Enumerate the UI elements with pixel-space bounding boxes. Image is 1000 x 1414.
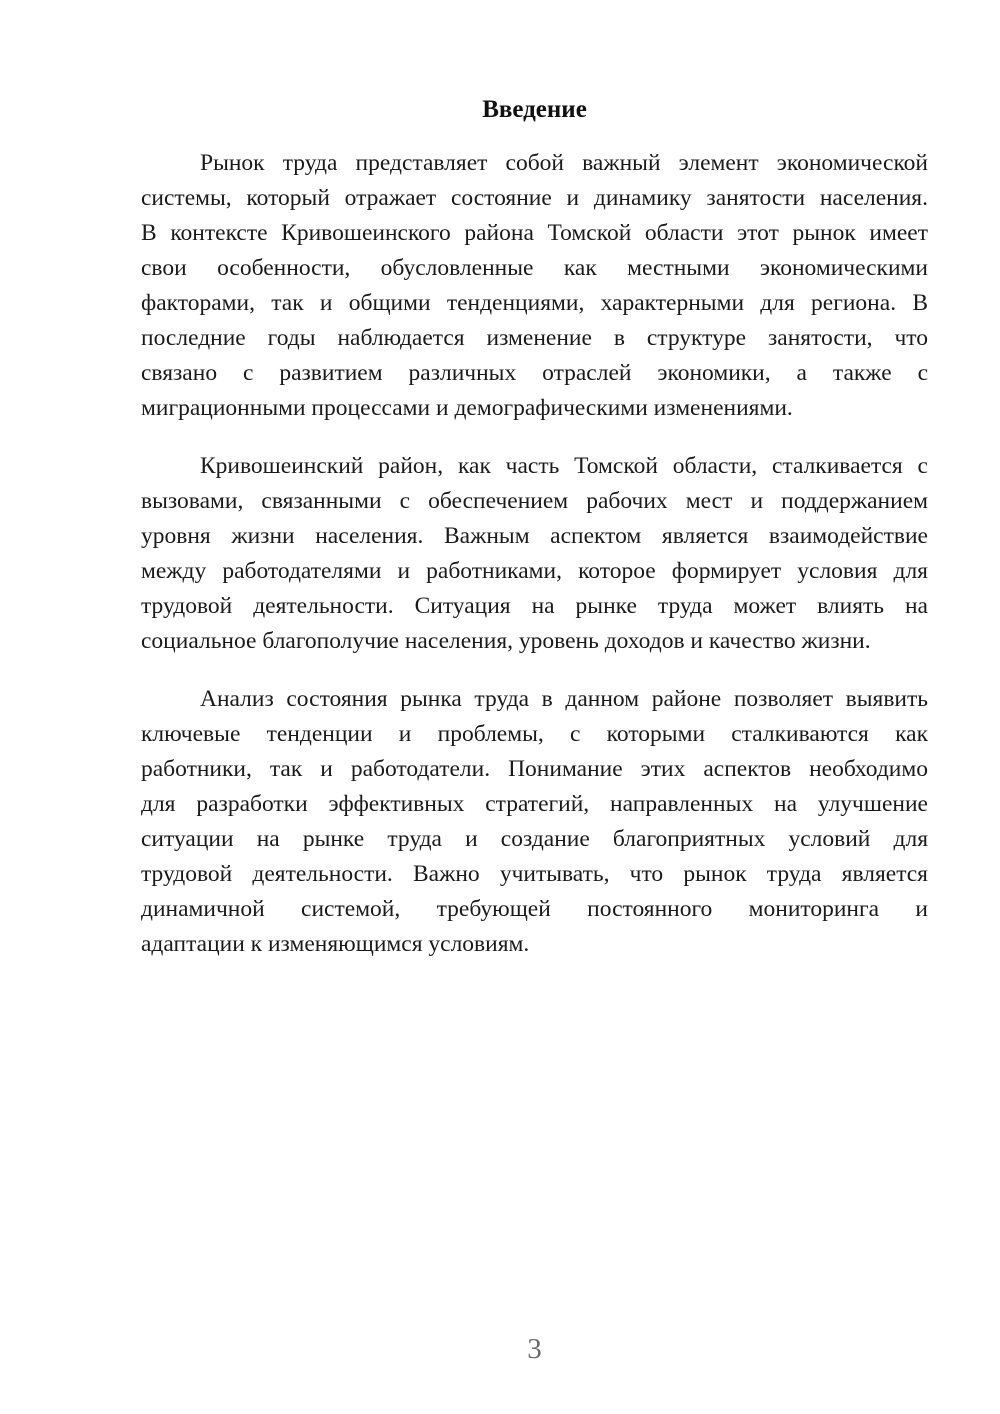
- text-line: между работодателями и работниками, которое формирует условия для: [141, 558, 928, 584]
- text-line: системы, который отражает состояние и динамику занятости населения.: [141, 185, 928, 211]
- page-number: 3: [527, 1333, 542, 1365]
- text-line: Кривошеинский район, как часть Томской области, сталкивается с: [200, 453, 928, 479]
- text-line: работники, так и работодатели. Понимание этих аспектов необходимо: [141, 756, 928, 782]
- text-line: социальное благополучие населения, уровень доходов и качество жизни.: [141, 628, 871, 654]
- text-line: миграционными процессами и демографическими изменениями.: [141, 395, 793, 421]
- paragraph-1: [141, 146, 928, 426]
- text-line: трудовой деятельности. Важно учитывать, что рынок труда является: [141, 861, 928, 887]
- text-line: Рынок труда представляет собой важный элемент экономической: [200, 150, 928, 176]
- text-line: факторами, так и общими тенденциями, характерными для региона. В: [141, 290, 928, 316]
- text-line: свои особенности, обусловленные как местными экономическими: [141, 255, 928, 281]
- text-line: ключевые тенденции и проблемы, с которыми сталкиваются как: [141, 721, 928, 747]
- text-line: Анализ состояния рынка труда в данном районе позволяет выявить: [200, 686, 928, 712]
- text-line: трудовой деятельности. Ситуация на рынке труда может влиять на: [141, 593, 928, 619]
- text-line: уровня жизни населения. Важным аспектом является взаимодействие: [141, 523, 928, 549]
- text-line: для разработки эффективных стратегий, направленных на улучшение: [141, 791, 928, 817]
- section-title: Введение: [482, 96, 587, 123]
- text-line: связано с развитием различных отраслей экономики, а также с: [141, 360, 928, 386]
- paragraph-2: [141, 449, 928, 659]
- text-line: динамичной системой, требующей постоянного мониторинга и: [141, 896, 928, 922]
- paragraph-3: [141, 682, 928, 962]
- text-line: адаптации к изменяющимся условиям.: [141, 931, 530, 957]
- text-line: ситуации на рынке труда и создание благоприятных условий для: [141, 826, 928, 852]
- text-line: вызовами, связанными с обеспечением рабочих мест и поддержанием: [141, 488, 928, 514]
- text-block: [141, 92, 928, 962]
- text-line: В контексте Кривошеинского района Томской области этот рынок имеет: [141, 220, 928, 246]
- text-line: последние годы наблюдается изменение в структуре занятости, что: [141, 325, 928, 351]
